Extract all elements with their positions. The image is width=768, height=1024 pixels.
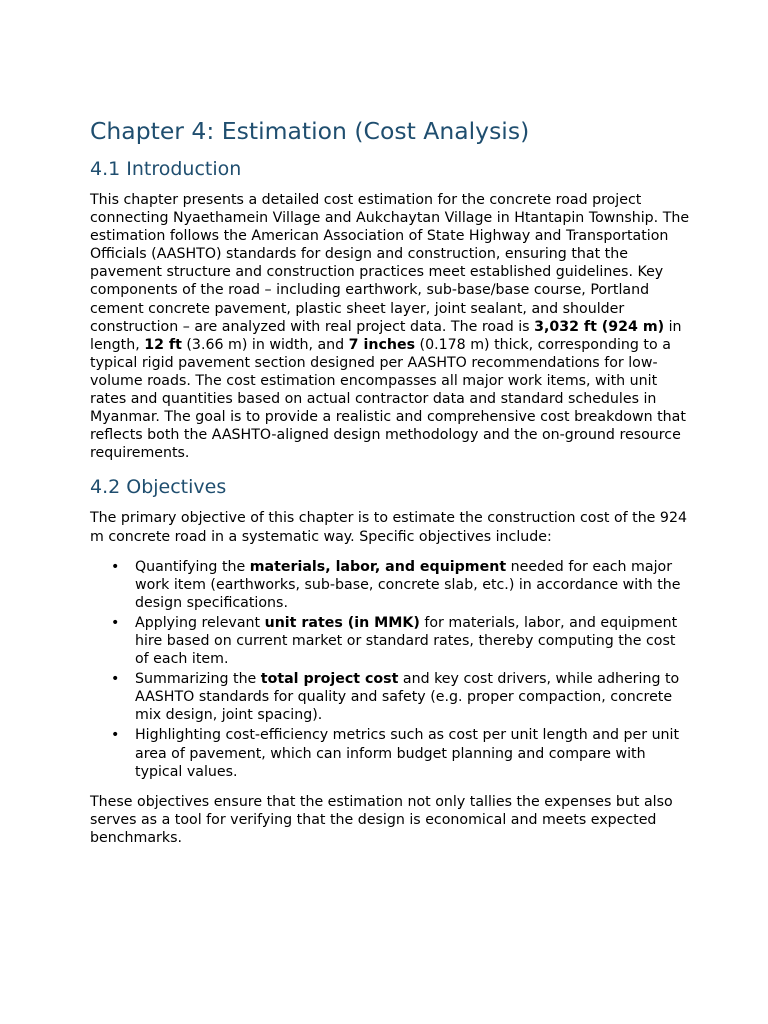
introduction-section — [90, 156, 690, 462]
objectives-list — [90, 558, 690, 781]
list-item-text: Highlighting cost-efficiency metrics such as cost per unit length and per unit area of pavement, which can inform budget planning and compare with typical values. — [135, 727, 680, 780]
list-item-text: Summarizing the total project cost and key cost drivers, while adhering to AASHTO standards for quality and safety (e.g. proper compaction, concrete mix design, joint spacing). — [135, 671, 680, 724]
objectives-section — [90, 474, 690, 847]
intro-text-1: This chapter presents a detailed cost estimation for the concrete road project connecting Nyaethamein Village and Aukchaytan Village in Htantapin Township. The estimation follows the American Association of State Highway and Transportation Officials (AASHTO) standards for design and construction, ensuring that the pavement structure and construction practices meet established guidelines. Key components of the road – including earthwork, sub-base/base course, Portland cement concrete pavement, plastic sheet layer, joint sealant, and shoulder construction – are analyzed with real project data. The road is — [90, 192, 690, 335]
road-width-value: 12 ft — [144, 336, 182, 353]
chapter-title: Chapter 4: Estimation (Cost Analysis) — [90, 117, 530, 145]
objectives-closing-paragraph: These objectives ensure that the estimation not only tallies the expenses but also serves as a tool for verifying that the design is economical and meets expected benchmarks. — [90, 793, 673, 846]
intro-text-2: in length, — [90, 318, 682, 353]
list-item — [90, 614, 690, 668]
road-thickness-value: 7 inches — [348, 336, 416, 353]
introduction-paragraph — [90, 191, 690, 462]
bullet-icon: • — [111, 558, 120, 575]
objectives-lead-paragraph: The primary objective of this chapter is to estimate the construction cost of the 924 m concrete road in a systematic way. Specific objectives include: — [90, 510, 688, 545]
list-item-text: Quantifying the materials, labor, and equipment needed for each major work item (earthworks, sub-base, concrete slab, etc.) in accordance with the design specifications. — [135, 558, 681, 611]
list-item — [90, 726, 690, 780]
list-item — [90, 670, 690, 724]
introduction-heading: 4.1 Introduction — [90, 158, 242, 180]
intro-text-3: (3.66 m) in width, and — [181, 336, 349, 353]
objectives-heading: 4.2 Objectives — [90, 476, 227, 499]
bullet-icon: • — [111, 614, 120, 631]
list-item-text: Applying relevant unit rates (in MMK) for materials, labor, and equipment hire based on current market or standard rates, thereby computing the cost of each item. — [135, 614, 678, 668]
document-page — [90, 116, 690, 859]
bullet-icon: • — [111, 671, 120, 688]
intro-text-4: (0.178 m) thick, corresponding to a typical rigid pavement section designed per AASHTO recommendations for low-volume roads. The cost estimation encompasses all major work items, with unit rates and quantities based on actual contractor data and standard schedules in Myanmar. The goal is to provide a realistic and comprehensive cost breakdown that reflects both the AASHTO-aligned design methodology and the on-ground resource requirements. — [90, 336, 686, 462]
list-item — [90, 558, 690, 612]
bullet-icon: • — [111, 727, 120, 744]
road-length-value: 3,032 ft (924 m) — [534, 318, 665, 335]
